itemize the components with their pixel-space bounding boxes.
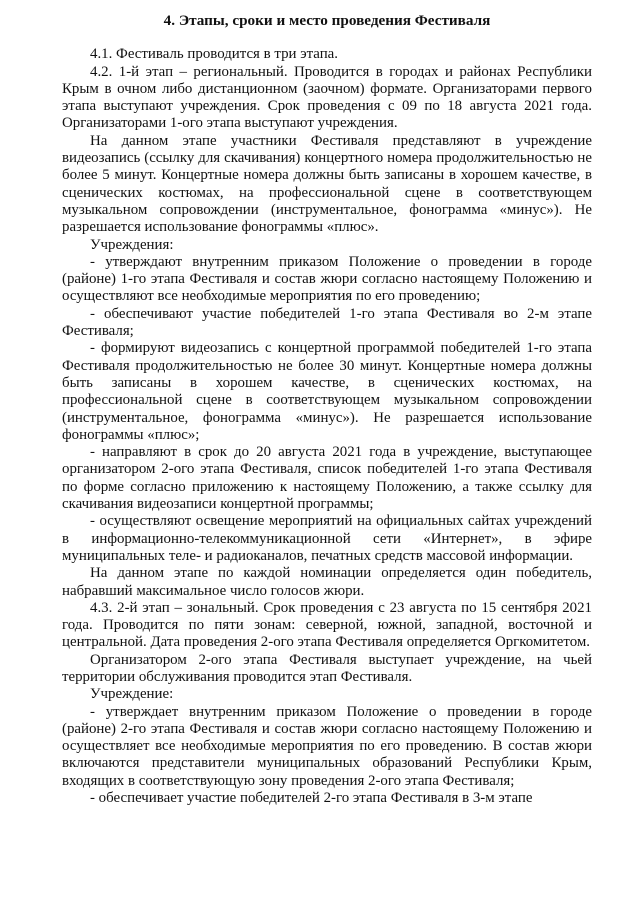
- paragraph-institutions-item-5: - осуществляют освещение мероприятий на официальных сайтах учреждений в информационно-телекоммуникационной сети «Интернет», в эфире муниципальных теле- и радиоканалов, печатных средств массовой информации.: [62, 513, 592, 564]
- paragraph-institution-heading: Учреждение:: [90, 686, 174, 703]
- paragraph-stage1-winner: На данном этапе по каждой номинации определяется один победитель, набравший максимальное число голосов жюри.: [62, 565, 592, 599]
- paragraph-4-1: 4.1. Фестиваль проводится в три этапа.: [90, 46, 339, 63]
- paragraph-institutions-heading: Учреждения:: [90, 236, 174, 253]
- document-page: [62, 12, 592, 807]
- paragraph-institution-item-2: - обеспечивает участие победителей 2-го этапа Фестиваля в 3-м этапе: [90, 790, 533, 807]
- paragraph-stage2-organizer: Организатором 2-ого этапа Фестиваля выступает учреждение, на чьей территории обслуживания проводится этап Фестиваля.: [62, 651, 592, 685]
- paragraph-institutions-item-2: - обеспечивают участие победителей 1-го этапа Фестиваля во 2-м этапе Фестиваля;: [62, 305, 592, 340]
- paragraph-4-3: 4.3. 2-й этап – зональный. Срок проведения с 23 августа по 15 сентября 2021 года. Проводится по пяти зонам: северной, южной, западной, восточной и центральной. Дата проведения 2-ого этапа Фестиваля определяется Оргкомитетом.: [62, 599, 592, 651]
- paragraph-institutions-item-1: - утверждают внутренним приказом Положение о проведении в городе (районе) 1-го этапа Фестиваля и состав жюри согласно настоящему Положению и осуществляют все необходимые мероприятия по его проведению;: [62, 253, 592, 305]
- paragraph-institution-item-1: - утверждает внутренним приказом Положение о проведении в городе (районе) 2-го этапа Фестиваля и состав жюри согласно настоящему Положению и осуществляет все необходимые мероприятия по его проведению. В состав жюри включаются представители муниципальных образований Республики Крым, входящих в соответствующую зону проведения 2-ого этапа Фестиваля;: [62, 703, 592, 789]
- paragraph-institutions-item-4: - направляют в срок до 20 августа 2021 года в учреждение, выступающее организатором 2-ого этапа Фестиваля, список победителей 1-го этапа Фестиваля по форме согласно приложению к настоящему Положению, а также ссылку для скачивания видеозаписи концертной программы;: [62, 444, 592, 513]
- paragraph-stage1-participants: На данном этапе участники Фестиваля представляют в учреждение видеозапись (ссылку для скачивания) концертного номера продолжительностью не более 5 минут. Концертные номера должны быть записаны в хорошем качестве, в сценических костюмах, на профессиональной сцене в соответствующем музыкальном сопровождении (инструментальное, фонограмма «минус»). Не разрешается использование фонограммы «плюс».: [62, 132, 592, 236]
- paragraph-4-2: 4.2. 1-й этап – региональный. Проводится в городах и районах Республики Крым в очном либо дистанционном (заочном) формате. Организаторами первого этапа выступают учреждения. Срок проведения с 09 по 18 августа 2021 года. Организаторами 1-ого этапа выступают учреждения.: [62, 63, 592, 132]
- paragraph-institutions-item-3: - формируют видеозапись с концертной программой победителей 1-го этапа Фестиваля продолжительностью не более 30 минут. Концертные номера должны быть записаны в хорошем качестве, в сценических костюмах, на профессиональной сцене в соответствующем музыкальном сопровождении (инструментальное, фонограмма «минус»). Не разрешается использование фонограммы «плюс»;: [62, 340, 592, 443]
- section-title: 4. Этапы, сроки и место проведения Фестиваля: [163, 12, 491, 29]
